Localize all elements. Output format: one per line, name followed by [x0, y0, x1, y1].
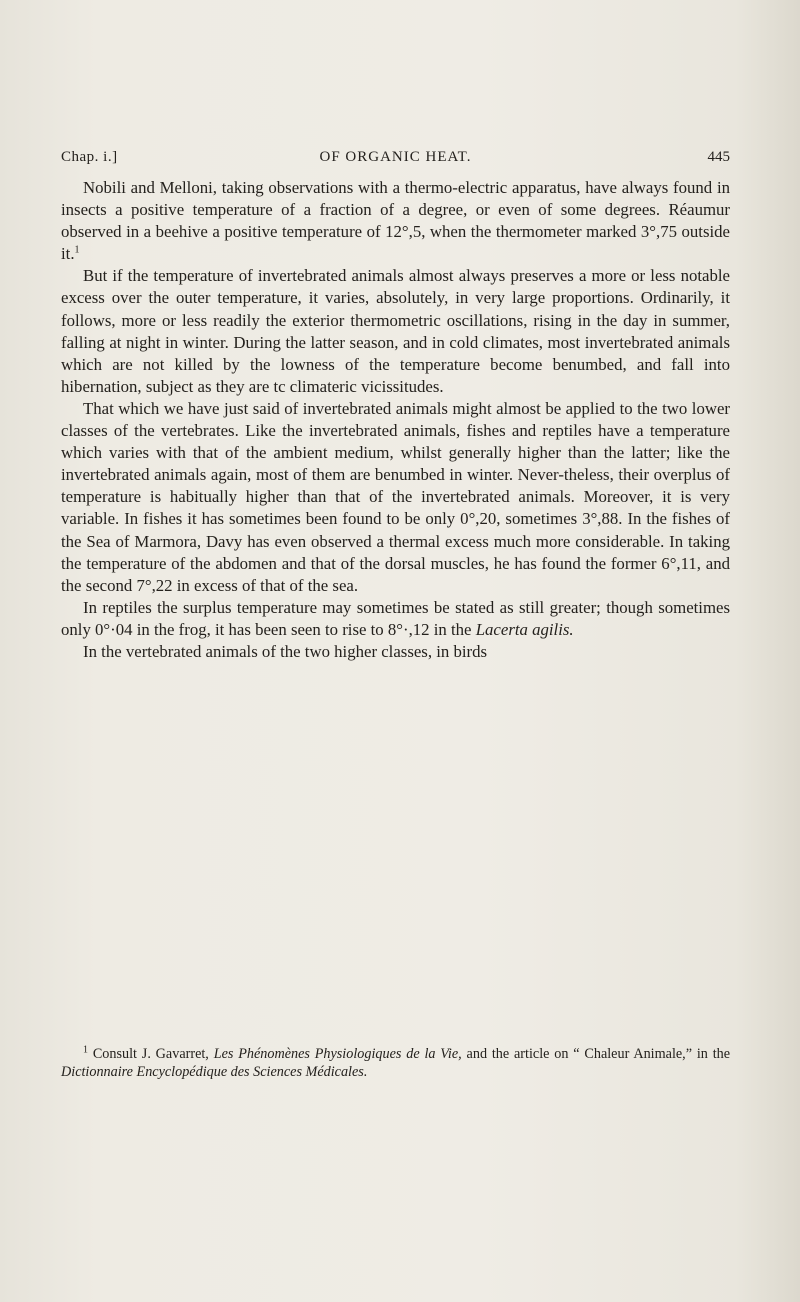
species-name: Lacerta agilis.	[475, 619, 574, 639]
running-title: OF ORGANIC HEAT.	[319, 149, 472, 165]
paragraph: In the vertebrated animals of the two higher classes, in birds	[83, 641, 488, 661]
footnote-reference: 1	[74, 244, 80, 256]
chapter-label: Chap. i.]	[61, 149, 118, 165]
footnote: $^1$ Consult J. Gavarret, Les Phénomènes Physiologiques de la Vie, and the article on “ Chaleur Animale,” in the Dictionnaire Encyclopédique des Sciences Médicales.	[61, 1044, 731, 1080]
footnote-marker: 1	[83, 1044, 88, 1056]
cited-title: Les Phénomènes Physiologiques de la Vie,	[213, 1046, 462, 1062]
body-text	[61, 177, 730, 663]
paragraph: That which we have just said of invertebrated animals might almost be applied to the two lower classes of the vertebrates. Like the invertebrated animals, fishes and reptiles have a temperature which varies with that of the ambient medium, whilst generally higher than the latter; like the invertebrated animals again, most of them are benumbed in winter. Never-theless, their overplus of temperature is habitually higher than that of the invertebrated animals. Moreover, it is very variable. In fishes it has sometimes been found to be only 0°,20, sometimes 3°,88. In the fishes of the Sea of Marmora, Davy has even observed a thermal excess much more considerable. In taking the temperature of the abdomen and that of the dorsal muscles, he has found the former 6°,11, and the second 7°,22 in excess of that of the sea.	[61, 398, 730, 595]
cited-dictionary: Dictionnaire Encyclopédique des Sciences Médicales.	[61, 1064, 368, 1080]
paragraph: But if the temperature of invertebrated animals almost always preserves a more or less notable excess over the outer temperature, it varies, absolutely, in very large proportions. Ordinarily, it follows, more or less readily the exterior thermometric oscillations, rising in the day in summer, falling at night in winter. During the latter season, and in cold climates, most invertebrated animals which are not killed by the lowness of the temperature become benumbed, and fall into hibernation, subject as they are tc climateric vicissitudes.	[61, 266, 730, 396]
page-number: 445	[707, 149, 730, 165]
paragraph: In reptiles the surplus temperature may sometimes be stated as still greater; though sometimes only 0°·04 in the frog, it has been seen to rise to 8°·,12 in the Lacerta agilis.	[61, 597, 730, 639]
paragraph: Nobili and Melloni, taking observations with a thermo-electric apparatus, have always found in insects a positive temperature of a fraction of a degree, or even of some degrees. Réaumur observed in a beehive a positive temperature of 12°,5, when the thermometer marked 3°,75 outside it.$^1$	[61, 178, 730, 264]
running-header	[61, 149, 730, 173]
